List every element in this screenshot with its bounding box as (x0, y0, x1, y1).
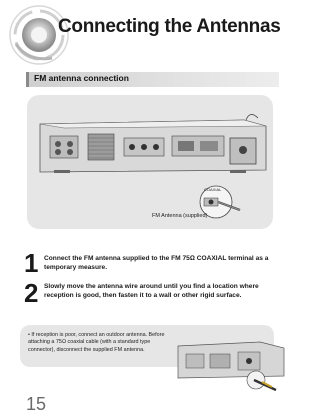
page-number: 15 (26, 394, 47, 414)
receiver-rear-panel-illustration (34, 114, 270, 174)
step-2-number: 2 (24, 278, 39, 308)
step-1-text: Connect the FM antenna supplied to the FM 75Ω COAXIAL terminal as a temporary measure. (44, 255, 269, 271)
illustration-caption: FM Antenna (supplied) (152, 213, 208, 219)
step-1-number: 1 (24, 248, 39, 278)
coaxial-label: COAXIAL (204, 187, 222, 192)
page-title: Connecting the Antennas (58, 16, 281, 37)
step-2-text: Slowly move the antenna wire around until you find a location where reception is good, then fasten it to a wall or other rigid surface. (44, 283, 259, 299)
section-title: FM antenna connection (34, 73, 129, 83)
note-text: • If reception is poor, connect an outdoor antenna. Before attaching a 75Ω coaxial cable (with a standard type connector), disconnect the supplied FM antenna. (28, 332, 165, 353)
outdoor-antenna-illustration (176, 334, 286, 394)
